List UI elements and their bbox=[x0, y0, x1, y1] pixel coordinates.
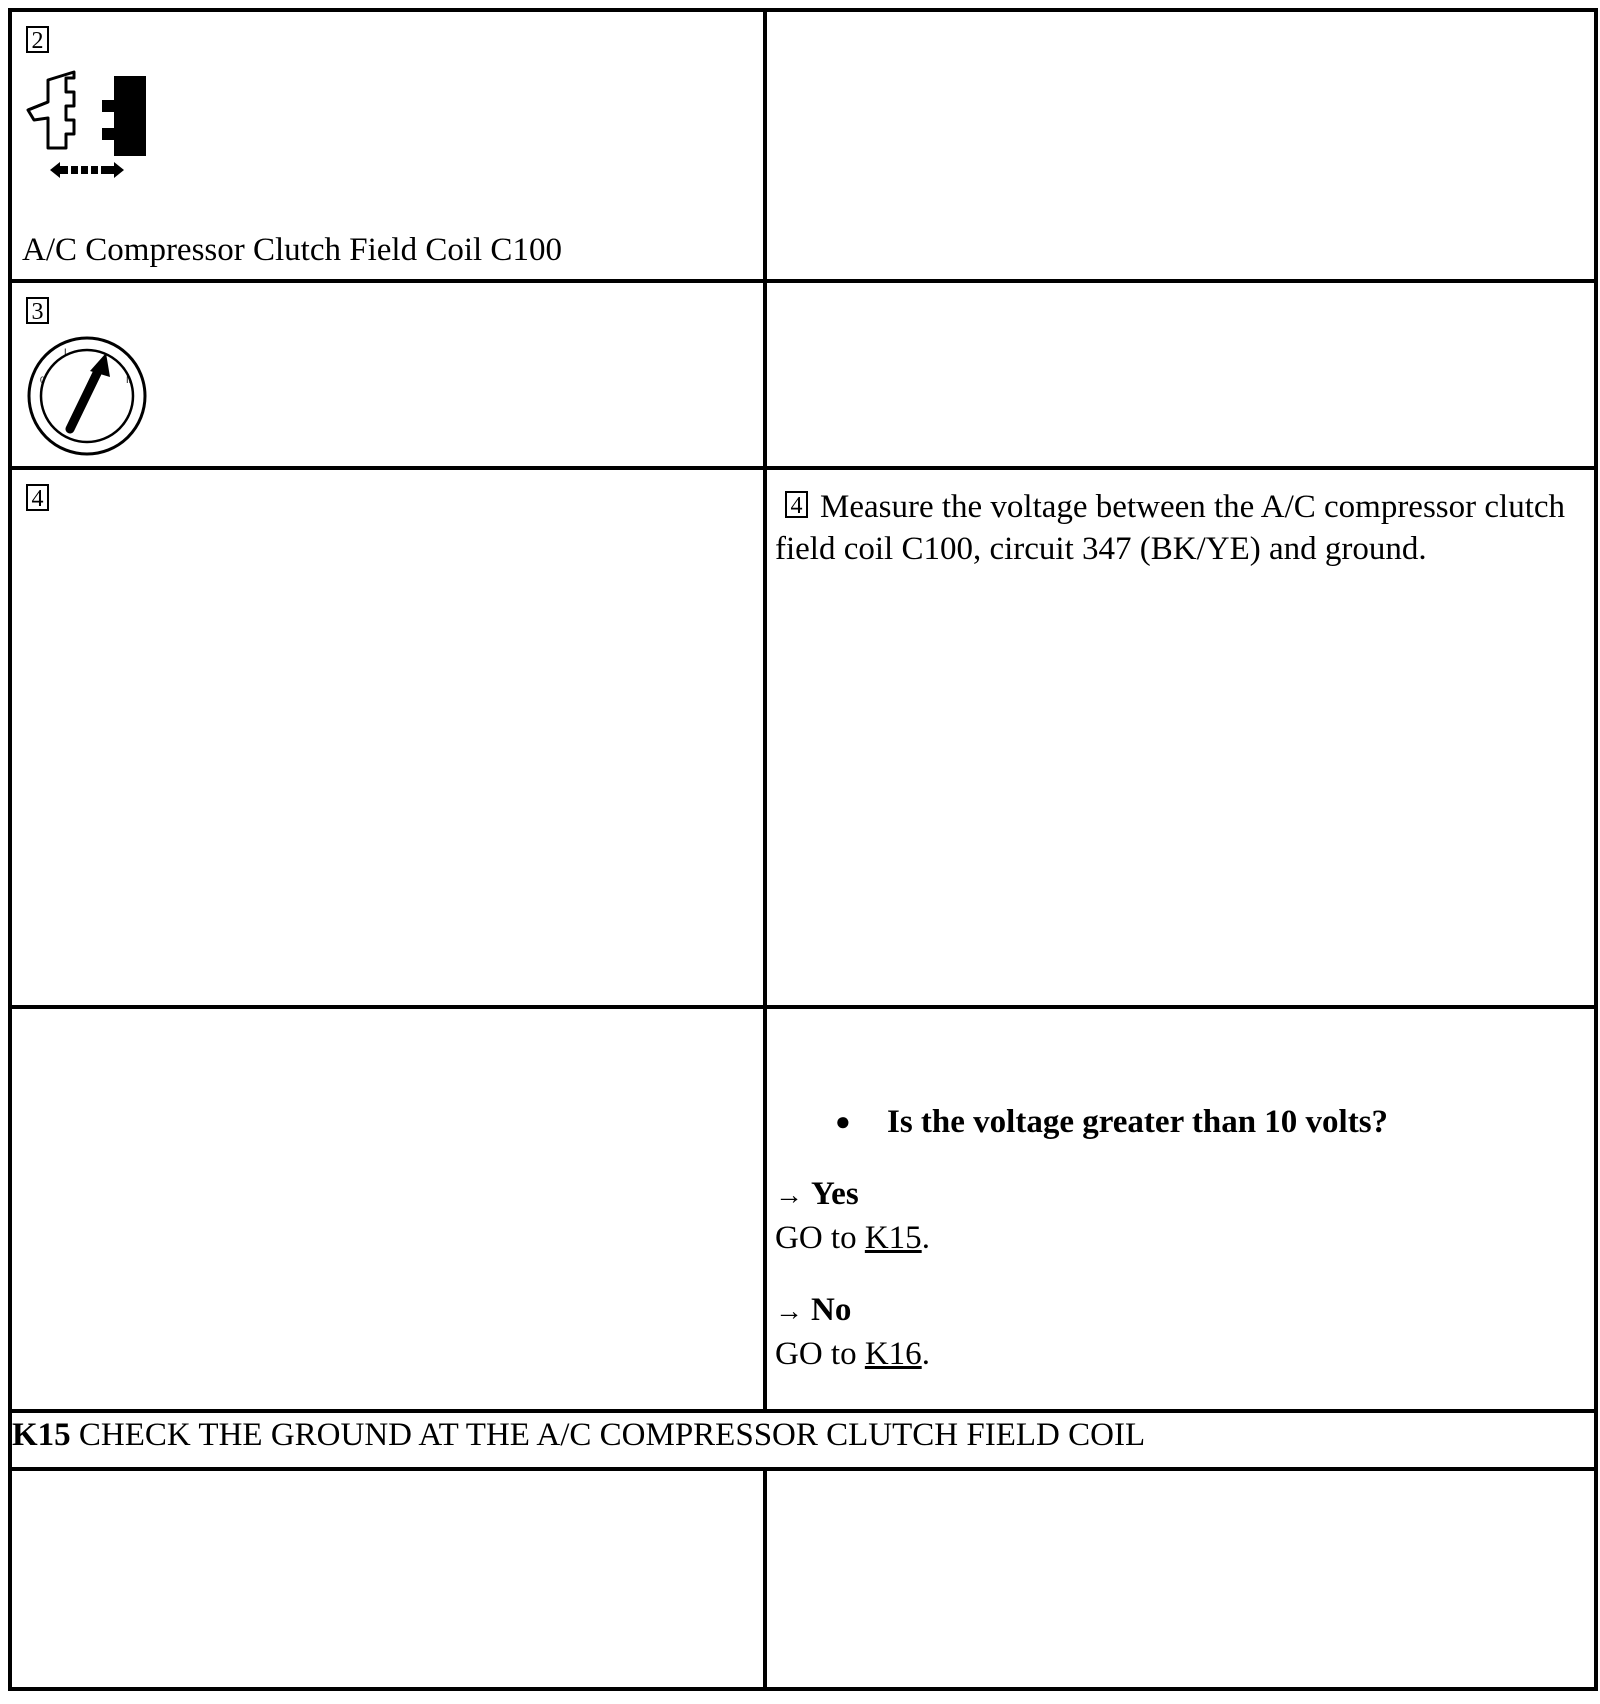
answer-yes bbox=[775, 1173, 1582, 1259]
step-4-instruction-cell bbox=[765, 468, 1596, 1007]
ignition-switch-icon bbox=[24, 333, 150, 459]
question-cell bbox=[765, 1007, 1596, 1411]
section-code: K15 bbox=[12, 1417, 71, 1453]
goto-k16-link[interactable]: K16 bbox=[864, 1336, 922, 1372]
goto-suffix: . bbox=[921, 1220, 930, 1256]
measure-instruction bbox=[767, 470, 1594, 570]
section-title: CHECK THE GROUND AT THE A/C COMPRESSOR CLUTCH FIELD COIL bbox=[70, 1417, 1146, 1453]
step-number-box: 4 bbox=[785, 491, 808, 518]
answer-label: Yes bbox=[811, 1176, 859, 1212]
measure-instruction-text: Measure the voltage between the A/C compressor clutch field coil C100, circuit 347 (BK/YE) and ground. bbox=[775, 489, 1566, 567]
dial-label-run: I bbox=[64, 347, 67, 357]
question-bullet bbox=[775, 1101, 1582, 1143]
question-row bbox=[10, 1007, 1596, 1411]
dial-label-off: 0 bbox=[40, 375, 46, 385]
goto-k15-link[interactable]: K15 bbox=[864, 1220, 922, 1256]
goto-prefix: GO to bbox=[775, 1220, 865, 1256]
question-text: Is the voltage greater than 10 volts? bbox=[887, 1104, 1389, 1140]
step-2-row bbox=[10, 10, 1596, 281]
step-number-box: 4 bbox=[26, 484, 49, 511]
step-2-graphic-cell bbox=[10, 10, 765, 281]
arrow-icon: → bbox=[775, 1296, 803, 1327]
bullet-icon: ● bbox=[835, 1107, 851, 1136]
empty-row bbox=[10, 1469, 1596, 1689]
answer-no bbox=[775, 1289, 1582, 1375]
answer-label: No bbox=[811, 1292, 852, 1328]
arrow-icon: → bbox=[775, 1180, 803, 1211]
step-2-instruction-cell bbox=[765, 10, 1596, 281]
section-header-row bbox=[10, 1411, 1596, 1469]
step-number-box: 3 bbox=[26, 297, 49, 324]
empty-instruction-cell bbox=[765, 1469, 1596, 1689]
procedure-table bbox=[8, 8, 1598, 1691]
connector-disconnect-icon bbox=[22, 62, 162, 192]
step-3-instruction-cell bbox=[765, 281, 1596, 468]
step-4-graphic-cell bbox=[10, 468, 765, 1007]
connector-caption: A/C Compressor Clutch Field Coil C100 bbox=[22, 232, 562, 268]
question-graphic-cell bbox=[10, 1007, 765, 1411]
goto-suffix: . bbox=[921, 1336, 930, 1372]
step-4-row bbox=[10, 468, 1596, 1007]
step-3-row bbox=[10, 281, 1596, 468]
section-header bbox=[10, 1411, 1596, 1469]
goto-prefix: GO to bbox=[775, 1336, 865, 1372]
dial-label-start: II bbox=[126, 375, 132, 385]
step-number-box: 2 bbox=[26, 26, 49, 53]
step-3-graphic-cell bbox=[10, 281, 765, 468]
empty-graphic-cell bbox=[10, 1469, 765, 1689]
